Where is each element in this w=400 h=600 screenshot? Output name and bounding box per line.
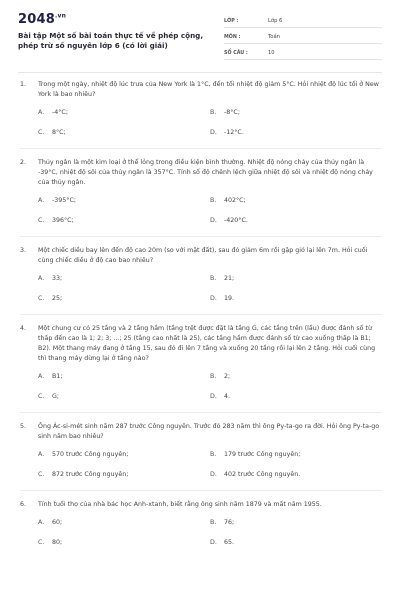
option-text: 76; xyxy=(224,519,235,526)
option-key: C. xyxy=(38,471,45,478)
answer-options xyxy=(38,108,382,138)
option-a[interactable] xyxy=(38,372,210,382)
option-text: 570 trước Công nguyên; xyxy=(52,451,129,458)
option-key: D. xyxy=(210,471,217,478)
question-number: 2. xyxy=(20,159,27,166)
option-text: -395°C; xyxy=(52,197,76,204)
meta-value: Lớp 6 xyxy=(268,18,283,24)
answer-options xyxy=(38,372,382,402)
header-divider xyxy=(18,72,382,73)
question-text: Trong một ngày, nhiệt độ lúc trưa của New York là 1°C, đến tối nhiệt độ giảm 5°C. Hỏi nhiệt độ lúc tối ở New York là bao nhiêu? xyxy=(38,81,379,98)
question-list xyxy=(20,80,382,548)
meta-row-subject xyxy=(224,28,382,44)
option-text: -420°C. xyxy=(224,217,248,224)
worksheet-title: Bài tập Một số bài toán thực tế về phép cộng, phép trừ số nguyên lớp 6 (có lời giải) xyxy=(18,31,204,50)
answer-options xyxy=(38,196,382,226)
question-text: Thủy ngân là một kim loại ở thể lỏng trong điều kiện bình thường. Nhiệt độ nóng chảy của thủy ngân là -39°C, nhiệt độ sôi của thủy ngân là 357°C. Tính số độ chênh lệch giữa nhiệt độ sôi và nhiệt độ nóng chảy của thủy ngân. xyxy=(38,159,373,186)
option-key: D. xyxy=(210,539,217,546)
meta-key: MÔN : xyxy=(224,35,241,40)
option-b[interactable] xyxy=(210,372,382,382)
option-key: A. xyxy=(38,275,45,282)
question-5 xyxy=(20,422,382,480)
option-key: B. xyxy=(210,197,217,204)
option-key: A. xyxy=(38,451,45,458)
option-key: C. xyxy=(38,217,45,224)
option-text: 402°C; xyxy=(224,197,246,204)
question-divider xyxy=(20,314,382,315)
meta-row-count xyxy=(224,44,382,60)
logo-suffix: .vn xyxy=(54,12,67,20)
option-key: B. xyxy=(210,275,217,282)
option-text: -4°C; xyxy=(52,109,68,116)
option-d[interactable] xyxy=(210,392,382,402)
option-b[interactable] xyxy=(210,108,382,118)
question-text: Ông Ác-si-mét sinh năm 287 trước Công nguyên. Trước đó 283 năm thì ông Py-ta-go ra đời. Hỏi ông Py-ta-go sinh năm bao nhiêu? xyxy=(38,423,380,440)
option-text: 2; xyxy=(224,373,231,380)
option-text: 4. xyxy=(224,393,231,400)
option-key: D. xyxy=(210,217,217,224)
question-divider xyxy=(20,412,382,413)
option-key: D. xyxy=(210,295,217,302)
option-d[interactable] xyxy=(210,128,382,138)
option-key: B. xyxy=(210,373,217,380)
question-number: 1. xyxy=(20,81,27,88)
question-number: 4. xyxy=(20,325,27,332)
option-c[interactable] xyxy=(38,128,210,138)
option-c[interactable] xyxy=(38,538,210,548)
option-key: B. xyxy=(210,451,217,458)
option-a[interactable] xyxy=(38,450,210,460)
meta-value: Toán xyxy=(268,34,280,40)
meta-key: SỐ CÂU : xyxy=(224,51,248,56)
option-text: -12°C. xyxy=(224,129,244,136)
option-c[interactable] xyxy=(38,216,210,226)
question-2 xyxy=(20,158,382,226)
option-key: D. xyxy=(210,393,217,400)
option-key: C. xyxy=(38,539,45,546)
option-text: 65. xyxy=(224,539,235,546)
option-text: G; xyxy=(52,393,60,400)
option-text: B1; xyxy=(52,373,63,380)
worksheet-header xyxy=(18,12,382,62)
question-number: 6. xyxy=(20,501,27,508)
meta-value: 10 xyxy=(268,50,275,56)
option-d[interactable] xyxy=(210,216,382,226)
option-key: A. xyxy=(38,109,45,116)
question-number: 3. xyxy=(20,247,27,254)
answer-options xyxy=(38,518,382,548)
option-text: 8°C; xyxy=(52,129,66,136)
option-text: 19. xyxy=(224,295,235,302)
option-text: 402 trước Công nguyên. xyxy=(224,471,301,478)
option-a[interactable] xyxy=(38,196,210,206)
option-text: -8°C; xyxy=(224,109,240,116)
option-key: C. xyxy=(38,393,45,400)
option-text: 21; xyxy=(224,275,235,282)
question-4 xyxy=(20,324,382,402)
option-a[interactable] xyxy=(38,108,210,118)
question-3 xyxy=(20,246,382,304)
option-c[interactable] xyxy=(38,392,210,402)
site-logo[interactable] xyxy=(18,12,66,27)
option-key: C. xyxy=(38,129,45,136)
option-text: 396°C; xyxy=(52,217,74,224)
option-key: B. xyxy=(210,109,217,116)
question-text: Một chiếc diều bay lên đến độ cao 20m (so với mặt đất), sau đó giảm 6m rồi gặp gió lại lên 7m. Hỏi cuối cùng chiếc diều ở độ cao bao nhiêu? xyxy=(38,247,368,264)
question-text: Tính tuổi thọ của nhà bác học Anh-xtanh, biết rằng ông sinh năm 1879 và mất năm 1955. xyxy=(38,501,322,508)
option-d[interactable] xyxy=(210,538,382,548)
option-a[interactable] xyxy=(38,274,210,284)
option-key: A. xyxy=(38,519,45,526)
meta-table xyxy=(224,12,382,60)
option-key: A. xyxy=(38,373,45,380)
option-text: 60; xyxy=(52,519,63,526)
option-text: 179 trước Công nguyên; xyxy=(224,451,301,458)
meta-row-grade xyxy=(224,12,382,28)
option-text: 25; xyxy=(52,295,63,302)
question-divider xyxy=(20,236,382,237)
answer-options xyxy=(38,274,382,304)
option-text: 80; xyxy=(52,539,63,546)
question-text: Một chung cư có 25 tầng và 2 tầng hầm (tầng trệt được đặt là tầng G, các tầng trên (lầu) được đánh số từ thấp đến cao là 1; 2; 3; ...; 25 (tầng cao nhất là 25), các tầng hầm được đánh số từ cao xuống thấp là B1; B2). Một thang máy đang ở tầng 15, sau đó đi lên 7 tầng và xuống 20 tầng rồi lại lên 2 tầng. Hỏi cuối cùng thì thang máy dừng lại ở tầng nào? xyxy=(38,325,376,362)
option-d[interactable] xyxy=(210,470,382,480)
option-a[interactable] xyxy=(38,518,210,528)
option-c[interactable] xyxy=(38,294,210,304)
answer-options xyxy=(38,450,382,480)
option-b[interactable] xyxy=(210,518,382,528)
meta-key: LỚP : xyxy=(224,19,239,24)
option-b[interactable] xyxy=(210,274,382,284)
question-divider xyxy=(20,148,382,149)
option-c[interactable] xyxy=(38,470,210,480)
option-key: B. xyxy=(210,519,217,526)
question-divider xyxy=(20,490,382,491)
question-1 xyxy=(20,80,382,138)
option-b[interactable] xyxy=(210,450,382,460)
logo-text: 2048 xyxy=(18,12,55,27)
question-number: 5. xyxy=(20,423,27,430)
option-text: 33; xyxy=(52,275,63,282)
option-key: D. xyxy=(210,129,217,136)
question-6 xyxy=(20,500,382,548)
option-text: 872 trước Công nguyên; xyxy=(52,471,129,478)
option-b[interactable] xyxy=(210,196,382,206)
option-key: C. xyxy=(38,295,45,302)
option-key: A. xyxy=(38,197,45,204)
option-d[interactable] xyxy=(210,294,382,304)
